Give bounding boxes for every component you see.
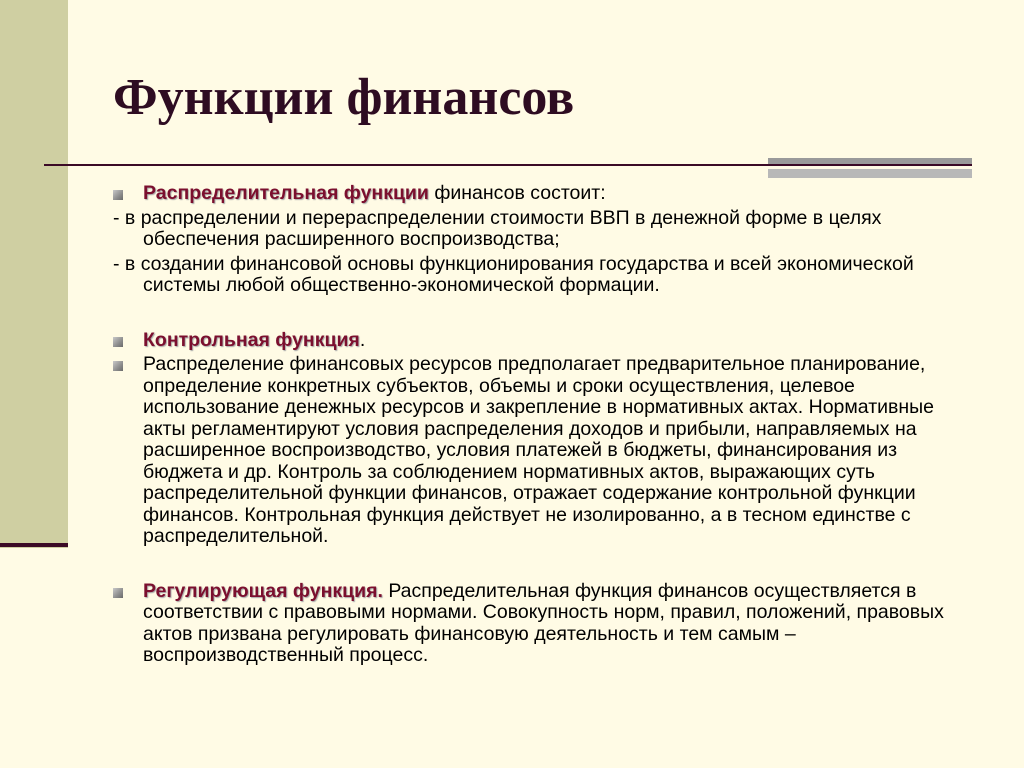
heading-control: Контрольная функция — [143, 328, 360, 351]
regulating-body: Распределительная функция финансов осуществляется в соответствии с правовыми нормами. Совокупность норм, правил, положений, правовых актов призвана регулировать финансовую деятельность и тем самым – воспроизводственный процесс. — [143, 579, 944, 666]
distributive-point-1: - в распределении и перераспределении стоимости ВВП в денежной форме в целях обеспечения расширенного воспроизводства; — [113, 206, 882, 250]
square-bullet-icon — [113, 190, 123, 200]
heading-regulating: Регулирующая функция. — [143, 579, 383, 602]
section-distributive-heading — [110, 183, 970, 205]
title-accent-bars — [768, 158, 972, 178]
control-description — [110, 354, 970, 548]
heading-control-rest: . — [359, 328, 366, 351]
left-band-divider — [0, 543, 68, 547]
heading-distributive-rest: финансов состоит: — [428, 182, 606, 204]
section-control-heading — [110, 330, 970, 352]
distributive-point-2: - в создании финансовой основы функционирования государства и всей экономической системы любой общественно-экономической формации. — [113, 252, 914, 296]
accent-bar-bottom — [768, 169, 972, 178]
square-bullet-icon — [113, 588, 123, 598]
slide-body — [110, 183, 970, 667]
control-body: Распределение финансовых ресурсов предполагает предварительное планирование, определение конкретных субъектов, объемы и сроки осуществления, целевое использование денежных ресурсов и закрепление в нормативных актах. Нормативные акты регламентируют условия распределения доходов и прибыли, направляемых на расширенное воспроизводство, условия платежей в бюджеты, финансирования из бюджета и др. Контроль за соблюдением нормативных актов, выражающих суть распределительной функции финансов, отражает содержание контрольной функции финансов. Контрольная функция действует не изолированно, а в тесном единстве с распределительной. — [143, 353, 935, 547]
square-bullet-icon — [113, 337, 123, 347]
section-regulating — [110, 581, 970, 667]
square-bullet-icon — [113, 361, 123, 371]
slide-title: Функции финансов — [113, 69, 575, 126]
heading-distributive: Распределительная функции — [143, 182, 429, 204]
left-decorative-band — [0, 0, 68, 548]
accent-bar-top — [768, 158, 972, 164]
